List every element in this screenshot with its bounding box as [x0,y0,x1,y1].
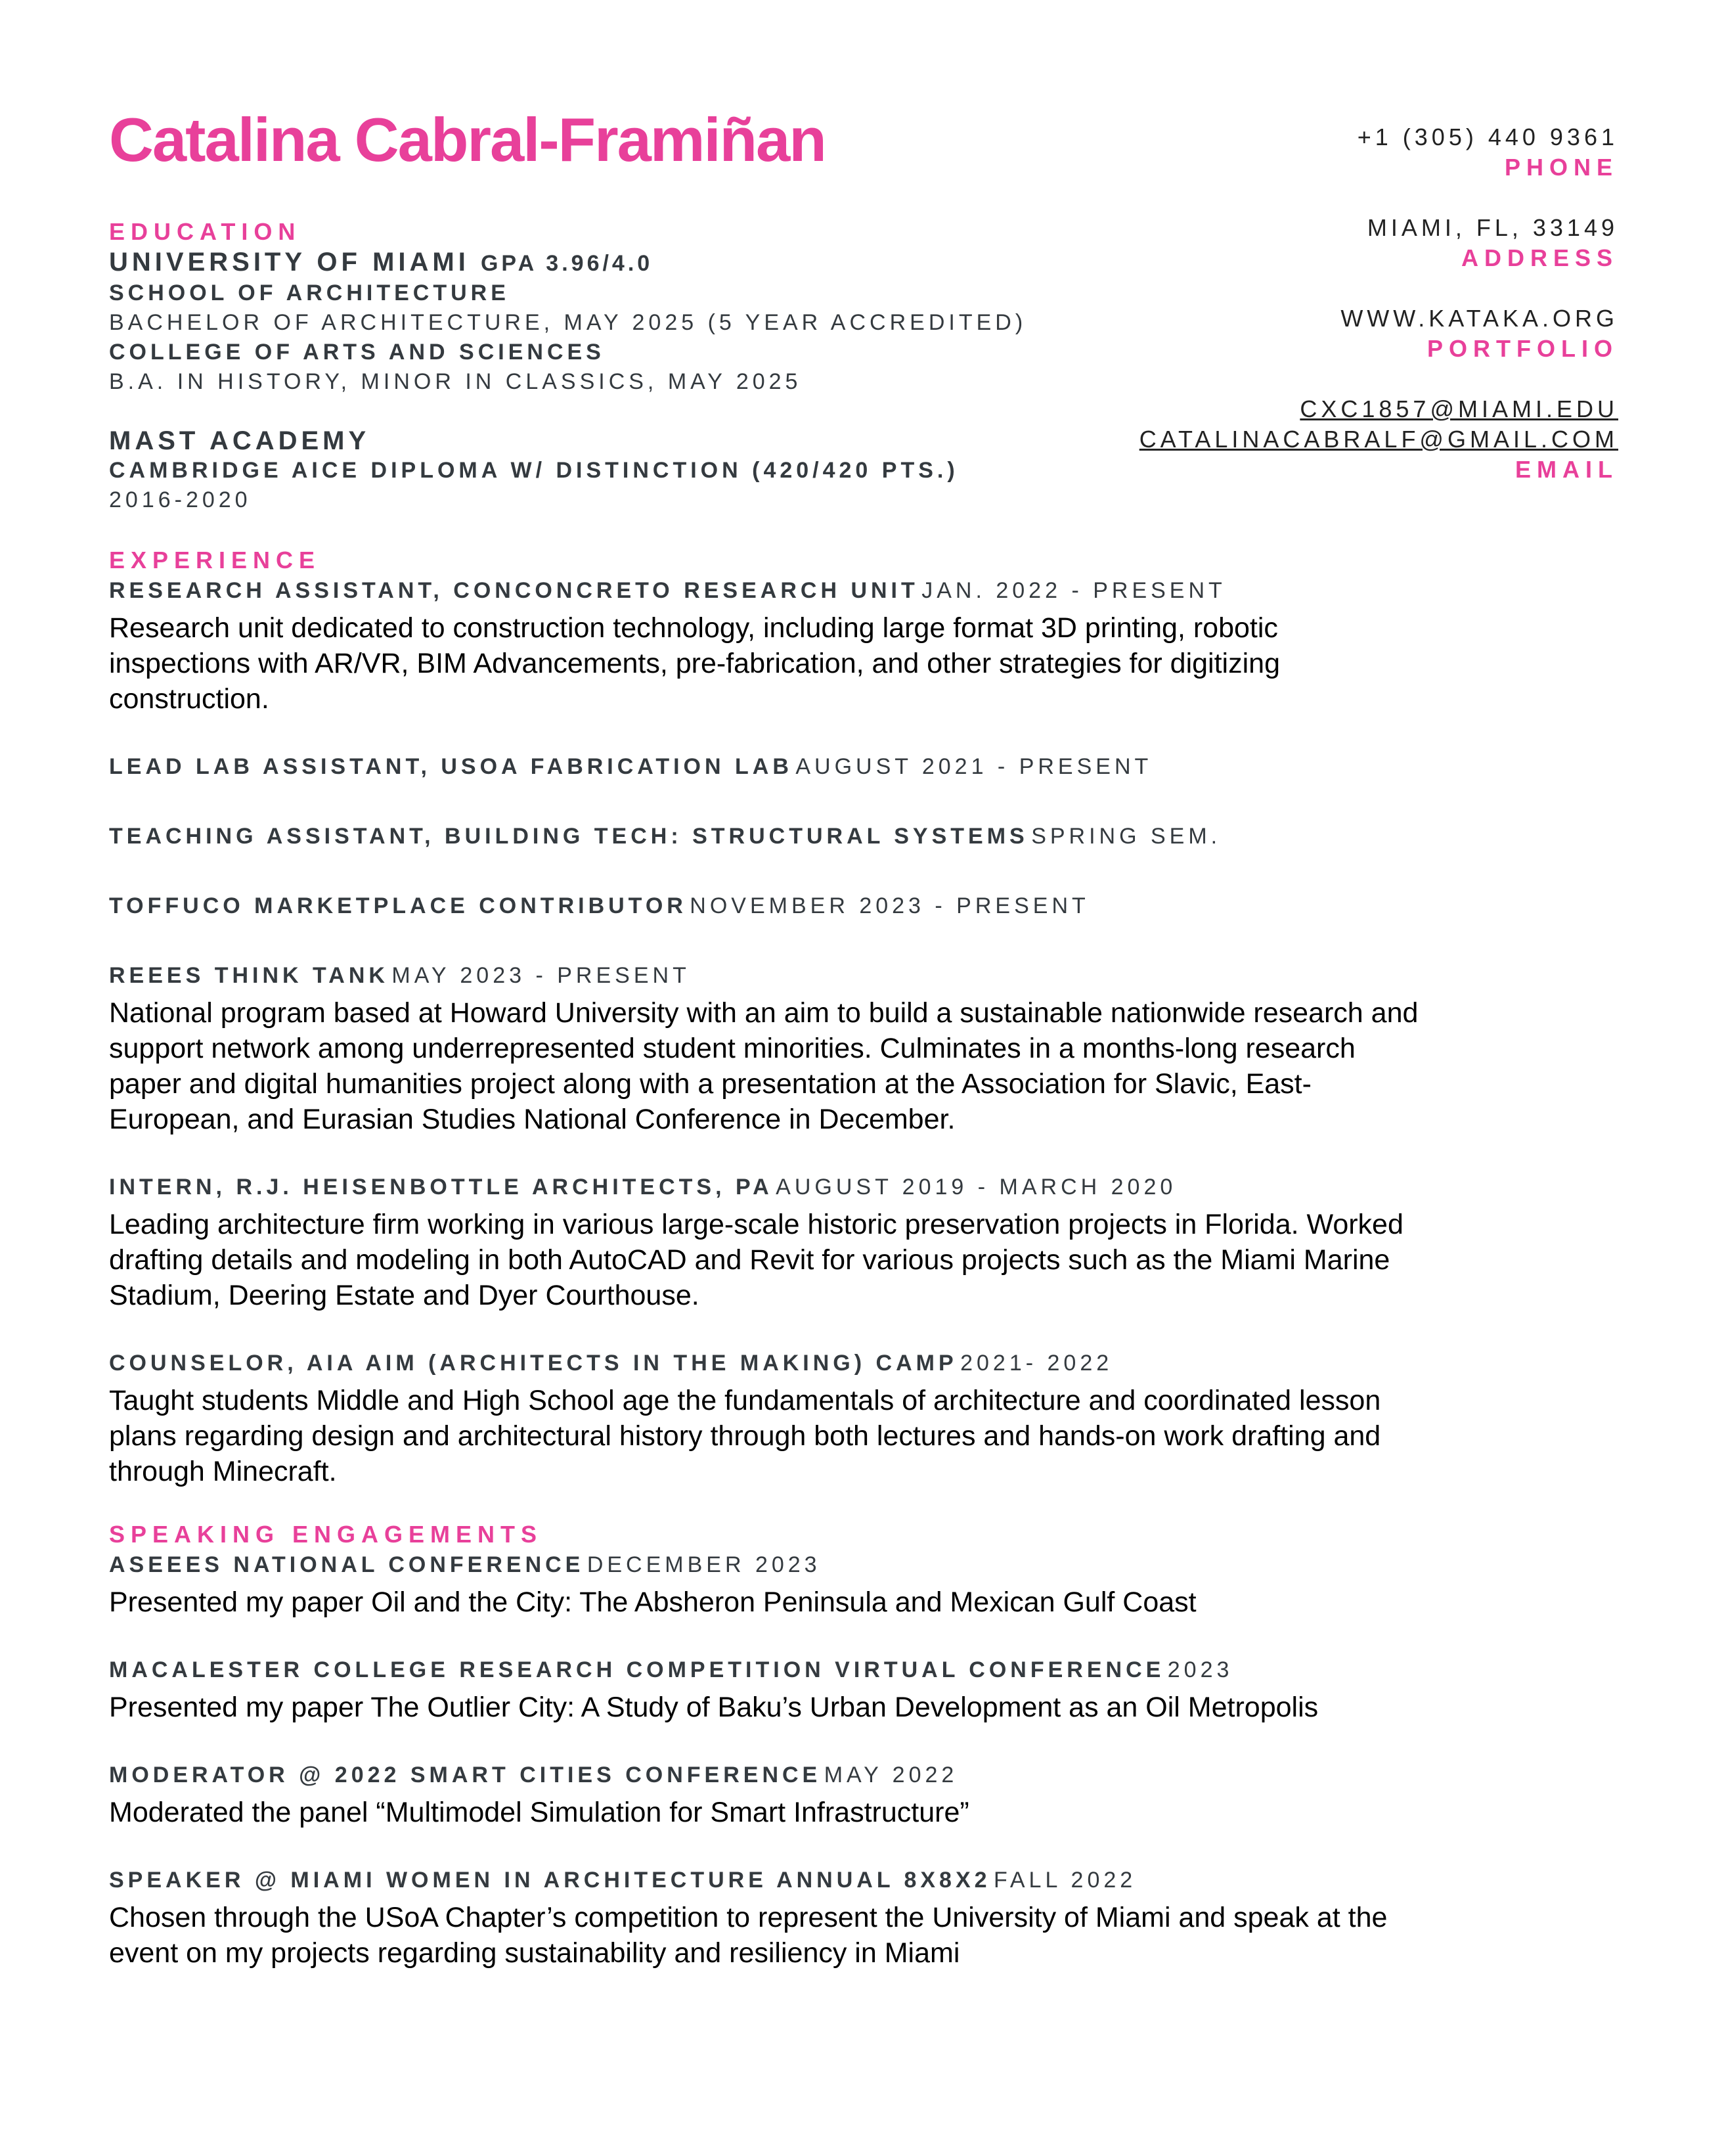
portfolio-label: PORTFOLIO [1427,335,1618,362]
email-link-school[interactable]: CXC1857@MIAMI.EDU [1300,395,1618,422]
experience-item [109,960,1423,1137]
item-date: DECEMBER 2023 [586,1552,821,1577]
mast-academy-name: MAST ACADEMY [109,426,370,455]
item-date: NOVEMBER 2023 - PRESENT [690,893,1090,918]
college-arts-sciences: COLLEGE OF ARTS AND SCIENCES [109,340,605,365]
gpa: GPA 3.96/4.0 [480,251,653,276]
speaking-item [109,1655,1423,1725]
item-date: FALL 2022 [993,1868,1137,1893]
email-label: EMAIL [1515,456,1618,483]
experience-item [109,1348,1423,1489]
speaking-item [109,1865,1423,1971]
item-date: 2021- 2022 [960,1351,1113,1376]
address-value: MIAMI, FL, 33149 [1367,214,1618,241]
ba-degree: B.A. IN HISTORY, MINOR IN CLASSICS, MAY 2025 [109,369,802,394]
architecture-degree: BACHELOR OF ARCHITECTURE, MAY 2025 (5 YEAR ACCREDITED) [109,310,1027,335]
item-title: SPEAKER @ MIAMI WOMEN IN ARCHITECTURE ANNUAL 8X8X2 [109,1868,991,1893]
phone-value: +1 (305) 440 9361 [1357,124,1618,150]
item-date: 2023 [1167,1657,1233,1682]
speaking-item [109,1760,1423,1830]
item-description: Taught students Middle and High School age the fundamentals of architecture and coordinated lesson plans regarding design and architectural history through both lectures and hands-on work drafting and through Minecraft. [109,1385,1381,1487]
education-section [109,217,1423,515]
item-date: SPRING SEM. [1031,824,1222,849]
experience-item [109,752,1423,786]
item-date: AUGUST 2021 - PRESENT [795,754,1153,779]
speaking-heading: SPEAKING ENGAGEMENTS [109,1521,543,1548]
experience-item [109,891,1423,926]
item-title: TEACHING ASSISTANT, BUILDING TECH: STRUCTURAL SYSTEMS [109,824,1028,849]
item-title: MACALESTER COLLEGE RESEARCH COMPETITION VIRTUAL CONFERENCE [109,1657,1165,1682]
item-title: RESEARCH ASSISTANT, CONCONCRETO RESEARCH UNIT [109,578,919,603]
main-column [109,217,1423,1971]
experience-heading: EXPERIENCE [109,547,321,573]
item-date: MAY 2023 - PRESENT [391,963,690,988]
item-date: MAY 2022 [824,1763,958,1787]
resume-name: Catalina Cabral-Framiñan [109,105,826,174]
item-description: Presented my paper Oil and the City: The Absheron Peninsula and Mexican Gulf Coast [109,1586,1197,1618]
phone-label: PHONE [1504,154,1618,181]
item-date: JAN. 2022 - PRESENT [921,578,1226,603]
experience-section [109,545,1423,1489]
item-title: REEES THINK TANK [109,963,389,988]
item-title: ASEEES NATIONAL CONFERENCE [109,1552,585,1577]
university-name: UNIVERSITY OF MIAMI [109,248,470,277]
item-description: Moderated the panel “Multimodel Simulation for Smart Infrastructure” [109,1797,969,1828]
education-heading: EDUCATION [109,218,301,245]
item-title: INTERN, R.J. HEISENBOTTLE ARCHITECTS, PA [109,1175,773,1200]
item-title: COUNSELOR, AIA AIM (ARCHITECTS IN THE MAKING) CAMP [109,1351,958,1376]
item-title: TOFFUCO MARKETPLACE CONTRIBUTOR [109,893,687,918]
mast-years: 2016-2020 [109,487,252,512]
portfolio-value[interactable]: WWW.KATAKA.ORG [1340,305,1618,332]
item-date: AUGUST 2019 - MARCH 2020 [776,1175,1177,1200]
speaking-section [109,1519,1423,1971]
experience-item [109,575,1423,717]
item-description: National program based at Howard University with an aim to build a sustainable nationwide research and support network among underrepresented student minorities. Culminates in a months-long research paper and digital humanities project along with a presentation at the Association for Slavic, East-European, and Eurasian Studies National Conference in December. [109,997,1419,1135]
item-description: Chosen through the USoA Chapter’s competition to represent the University of Miami and speak at the event on my projects regarding sustainability and resiliency in Miami [109,1902,1388,1969]
mast-diploma: CAMBRIDGE AICE DIPLOMA W/ DISTINCTION (420/420 PTS.) [109,458,959,483]
experience-item [109,821,1423,856]
item-description: Presented my paper The Outlier City: A Study of Baku’s Urban Development as an Oil Metropolis [109,1692,1319,1723]
university-line [109,247,1423,279]
item-description: Research unit dedicated to construction technology, including large format 3D printing, robotic inspections with AR/VR, BIM Advancements, pre-fabrication, and other strategies for digitizing construction. [109,612,1280,715]
experience-item [109,1172,1423,1313]
email-link-personal[interactable]: CATALINACABRALF@GMAIL.COM [1139,426,1618,453]
address-label: ADDRESS [1461,244,1618,271]
contact-phone [1139,122,1618,183]
item-title: MODERATOR @ 2022 SMART CITIES CONFERENCE [109,1763,822,1787]
speaking-item [109,1550,1423,1620]
school-architecture: SCHOOL OF ARCHITECTURE [109,281,510,305]
item-description: Leading architecture firm working in various large-scale historic preservation projects in Florida. Worked drafting details and modeling in both AutoCAD and Revit for various projects such as the Miami Marine Stadium, Deering Estate and Dyer Courthouse. [109,1209,1404,1311]
item-title: LEAD LAB ASSISTANT, USOA FABRICATION LAB [109,754,793,779]
